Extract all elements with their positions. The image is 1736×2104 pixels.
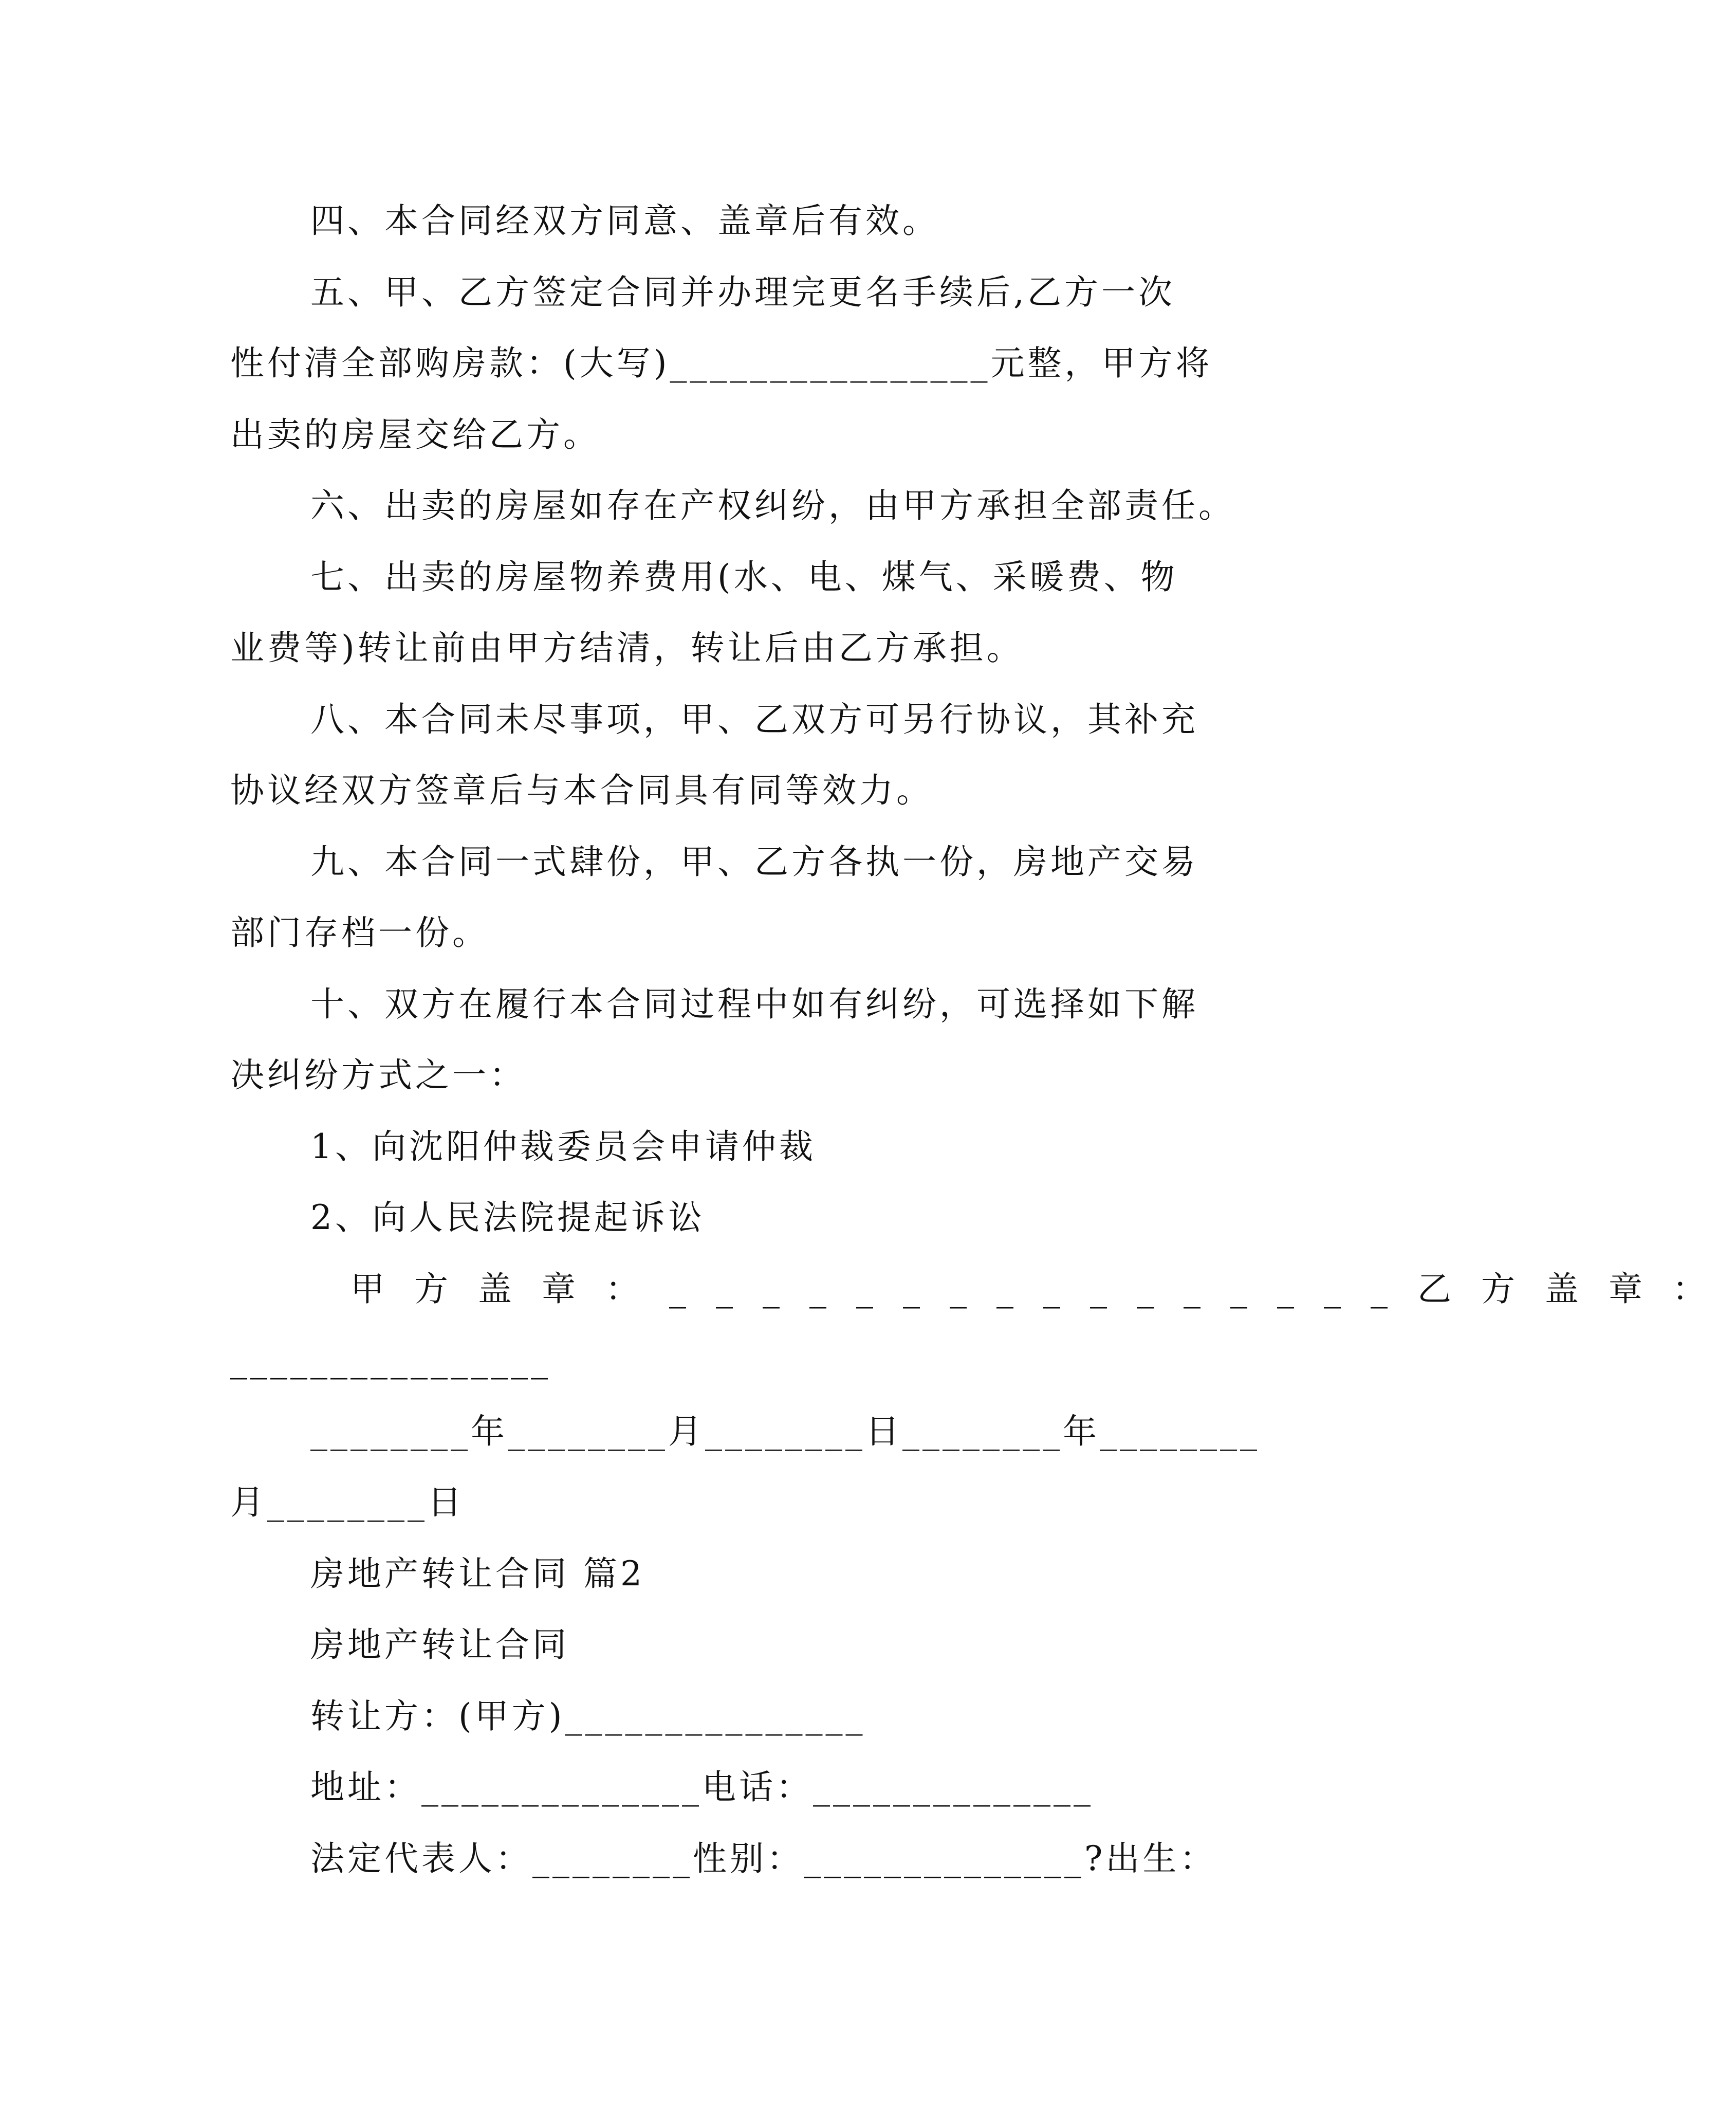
clause-10-line-2: 决纠纷方式之一： [230, 1055, 526, 1095]
legal-representative-field: 法定代表人：________性别：______________?出生： [310, 1839, 1217, 1878]
seal-line: 甲方盖章：________________乙方盖章： [350, 1269, 1736, 1309]
clause-9-line-2: 部门存档一份。 [230, 913, 489, 953]
clause-8-line-2: 协议经双方签章后与本合同具有同等效力。 [230, 771, 933, 810]
clause-10-line-1: 十、双方在履行本合同过程中如有纠纷，可选择如下解 [310, 984, 1198, 1024]
clause-8-line-1: 八、本合同未尽事项，甲、乙双方可另行协议，其补充 [310, 700, 1198, 739]
transferor-field: 转让方：(甲方)_______________ [310, 1696, 866, 1736]
clause-7-line-1: 七、出卖的房屋物养费用(水、电、煤气、采暖费、物 [310, 557, 1178, 597]
section-heading: 房地产转让合同 篇2 [310, 1554, 645, 1594]
date-line: ________年________月________日________年________ [310, 1412, 1260, 1451]
date-line-continued: 月________日 [230, 1483, 465, 1522]
clause-9-line-1: 九、本合同一式肆份，甲、乙方各执一份，房地产交易 [310, 842, 1198, 882]
clause-5-line-2: 性付清全部购房款：(大写)________________元整，甲方将 [230, 343, 1213, 383]
clause-5-line-1: 五、甲、乙方签定合同并办理完更名手续后,乙方一次 [310, 272, 1175, 312]
seal-line-continued: ________________ [230, 1340, 551, 1380]
address-phone-field: 地址：______________电话：______________ [310, 1767, 1094, 1807]
dispute-option-2: 2、向人民法院提起诉讼 [310, 1198, 705, 1237]
dispute-option-1: 1、向沈阳仲裁委员会申请仲裁 [310, 1127, 816, 1166]
clause-5-line-3: 出卖的房屋交给乙方。 [230, 415, 600, 454]
clause-4: 四、本合同经双方同意、盖章后有效。 [310, 201, 939, 241]
clause-6: 六、出卖的房屋如存在产权纠纷，由甲方承担全部责任。 [310, 486, 1235, 525]
clause-7-line-2: 业费等)转让前由甲方结清，转让后由乙方承担。 [230, 628, 1024, 668]
document-title: 房地产转让合同 [310, 1625, 569, 1664]
